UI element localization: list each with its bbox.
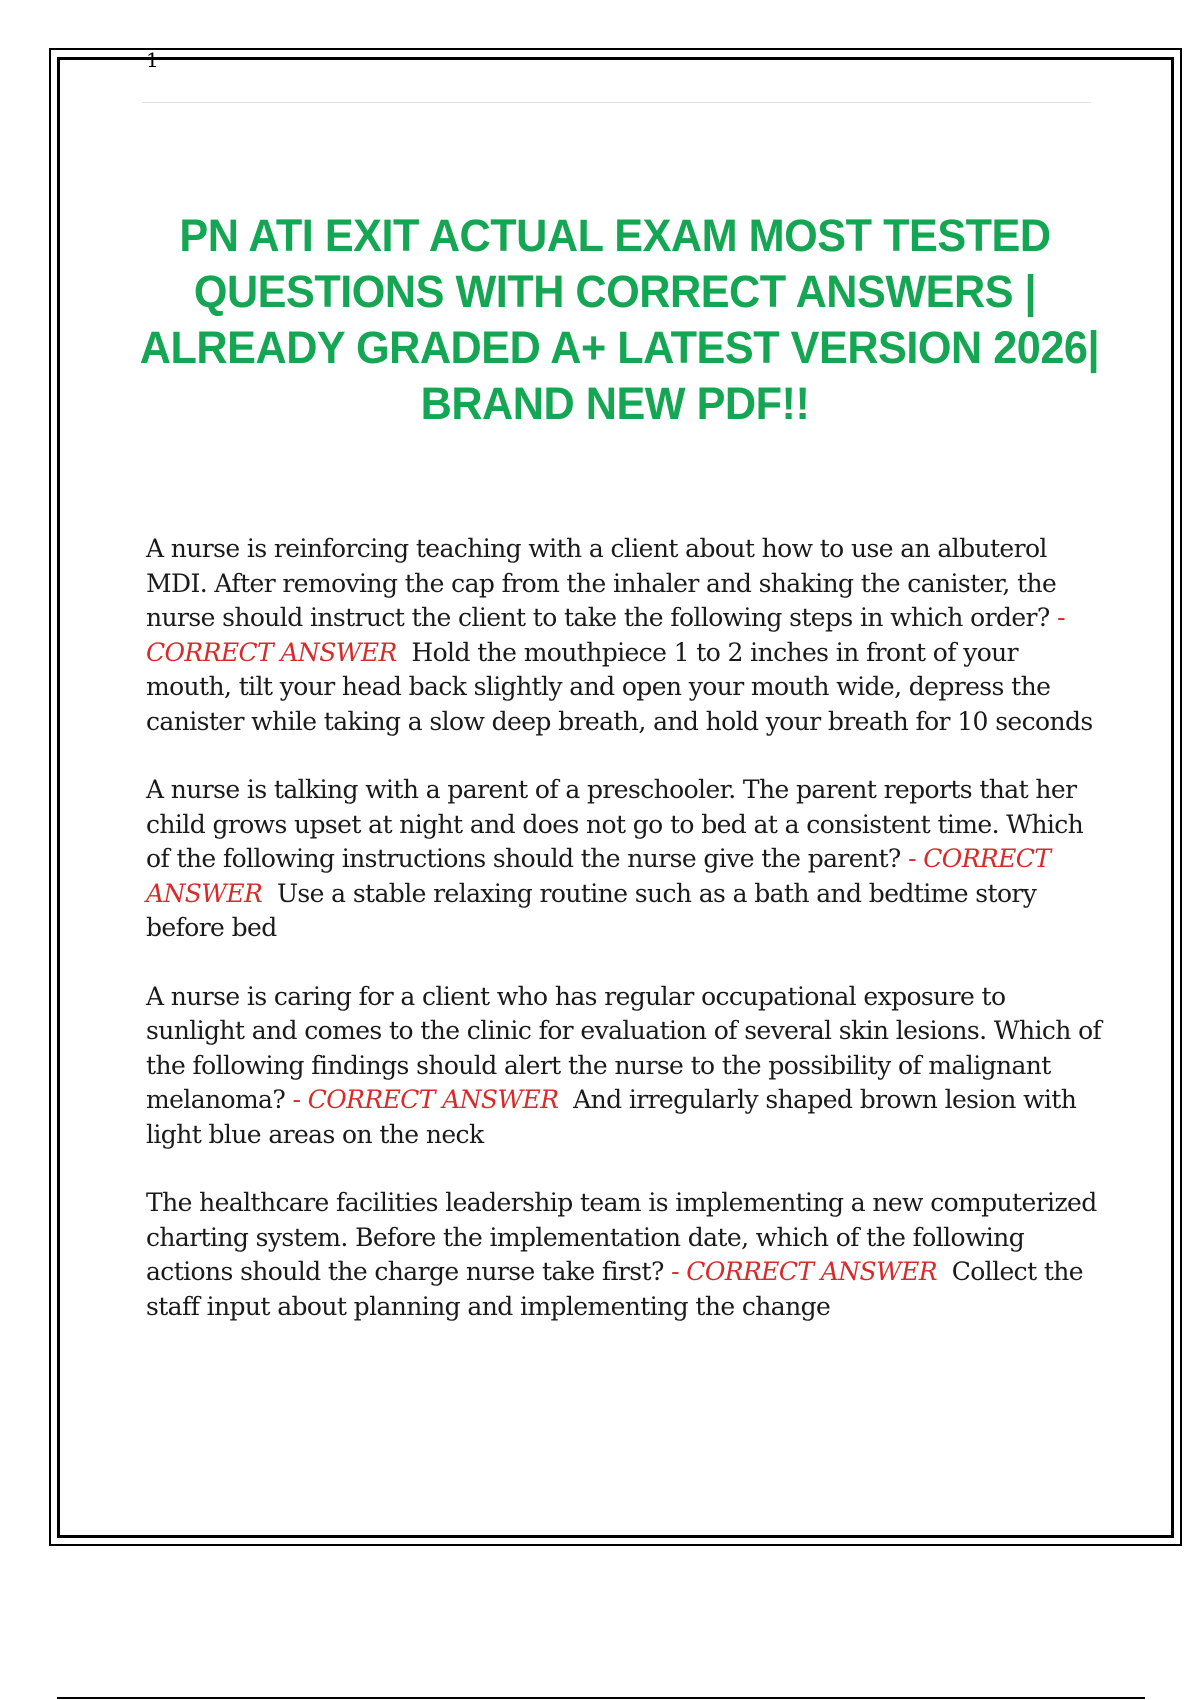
page-number: 1	[146, 48, 159, 72]
qa-item-4	[146, 1186, 1106, 1324]
qa-list	[146, 532, 1106, 1358]
answer-separator: -	[285, 1085, 308, 1114]
footer-divider	[57, 1697, 1145, 1699]
title-line-3: ALREADY GRADED A+ LATEST VERSION 2026|	[139, 322, 1100, 373]
header-divider	[142, 102, 1091, 103]
answer-separator: -	[900, 844, 924, 873]
answer-text: Use a stable relaxing routine such as a bath and bedtime story before bed	[146, 878, 1037, 942]
correct-answer-label: CORRECT ANSWER	[307, 1085, 559, 1114]
qa-item-1	[146, 532, 1106, 739]
answer-text: And irregularly shaped brown lesion with light blue areas on the neck	[146, 1085, 1077, 1149]
answer-separator: -	[1049, 603, 1065, 632]
title-line-2: QUESTIONS WITH CORRECT ANSWERS |	[193, 266, 1037, 317]
correct-answer-label: CORRECT ANSWER	[146, 844, 1051, 908]
question-text: A nurse is reinforcing teaching with a client about how to use an albuterol MDI. After removing the cap from the inhaler and shaking the canister, the nurse should instruct the client to take the following steps in which order?	[146, 534, 1057, 632]
document-title	[139, 208, 1100, 432]
question-text: A nurse is talking with a parent of a preschooler. The parent reports that her child grows upset at night and does not go to bed at a consistent time. Which of the following instructions should the nurse give the parent?	[146, 775, 1084, 873]
answer-text: Hold the mouthpiece 1 to 2 inches in front of your mouth, tilt your head back slightly and open your mouth wide, depress the canister while taking a slow deep breath, and hold your breath for 10 seconds	[146, 637, 1093, 736]
title-line-4: BRAND NEW PDF!!	[420, 378, 810, 429]
correct-answer-label: CORRECT ANSWER	[686, 1257, 937, 1286]
correct-answer-label: CORRECT ANSWER	[146, 637, 397, 667]
answer-separator: -	[663, 1257, 687, 1286]
title-line-1: PN ATI EXIT ACTUAL EXAM MOST TESTED	[179, 210, 1051, 261]
qa-item-2	[146, 773, 1106, 946]
question-text: A nurse is caring for a client who has regular occupational exposure to sunlight and comes to the clinic for evaluation of several skin lesions. Which of the following findings should alert the nurse to the possibility of malignant melanoma?	[146, 981, 1102, 1114]
question-text: The healthcare facilities leadership team is implementing a new computerized charting system. Before the implementation date, which of the following actions should the charge nurse take first?	[146, 1188, 1097, 1286]
answer-text: Collect the staff input about planning and implementing the change	[146, 1257, 1084, 1321]
qa-item-3	[146, 980, 1106, 1153]
